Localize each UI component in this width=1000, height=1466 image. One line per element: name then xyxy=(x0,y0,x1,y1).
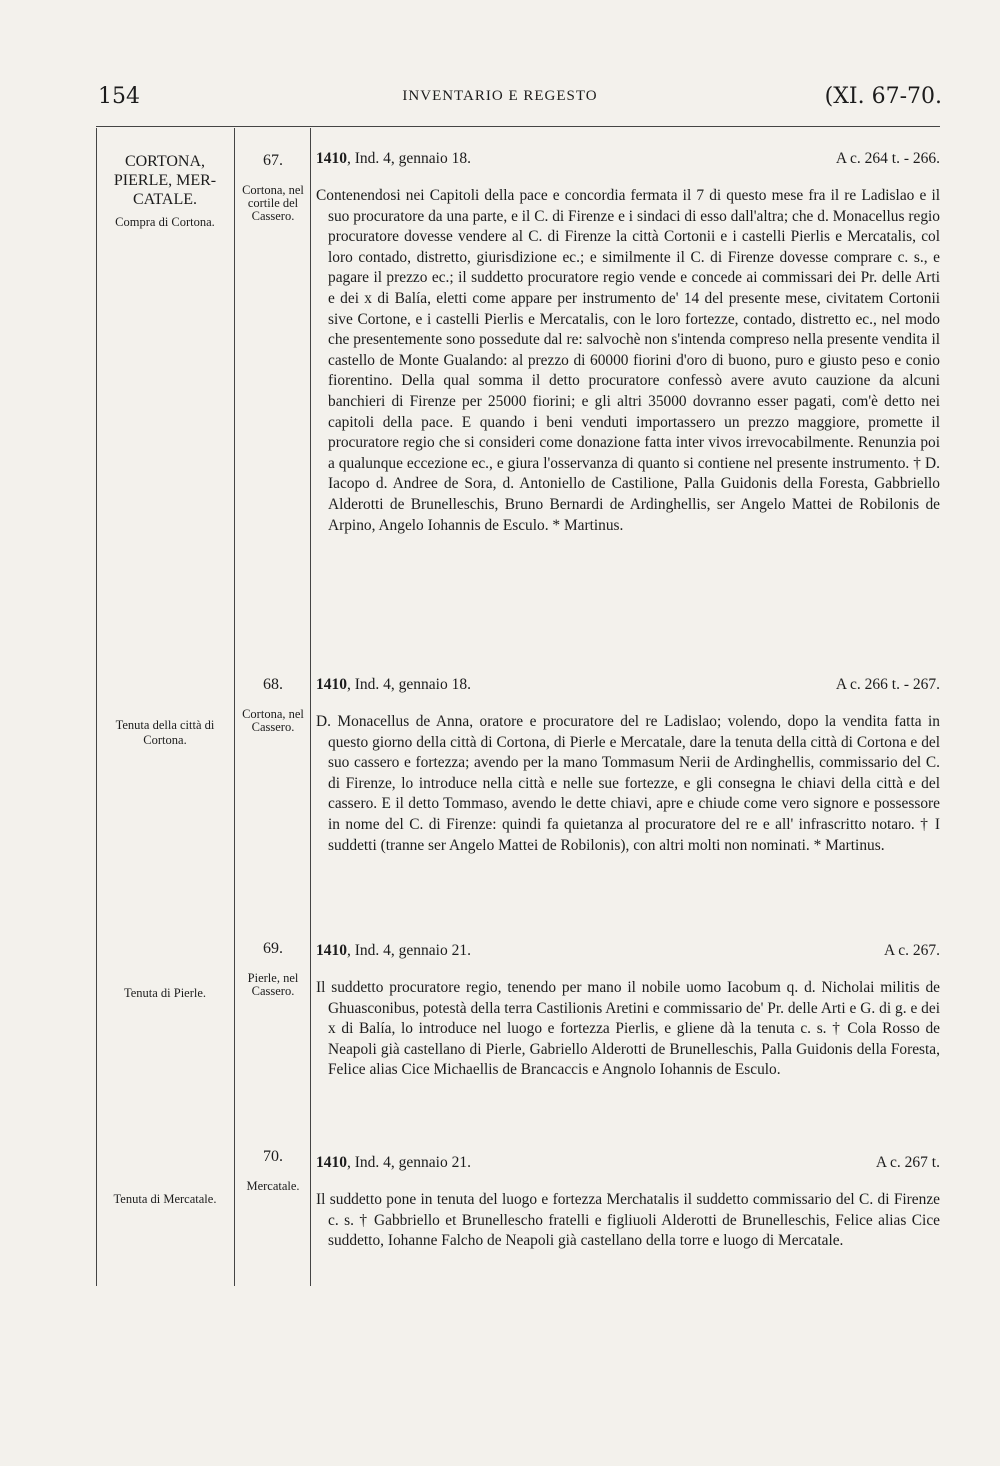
running-title: INVENTARIO E REGESTO xyxy=(402,88,598,104)
entry-number: 67. xyxy=(263,152,283,169)
entry-heading xyxy=(316,676,940,698)
entry-place: CORTONA, PIERLE, MER-CATALE. xyxy=(113,153,217,208)
page-header xyxy=(0,84,1000,114)
entry-heading xyxy=(316,942,940,964)
entry-location: Cortona, nel Cassero. xyxy=(242,707,304,734)
entry-subject: Compra di Cortona. xyxy=(115,215,215,229)
column-rule-left xyxy=(96,128,97,1286)
section-reference: (XI. 67-70. xyxy=(824,84,942,109)
page-number: 154 xyxy=(98,84,140,109)
entry-number: 70. xyxy=(263,1148,283,1165)
entry-text: Il suddetto pone in tenuta del luogo e fortezza Merchatalis il suddetto commissario del C. di Firenze c. s. † Gabbriello et Brunellescho fratelli e figliuoli Alderotti de Brunelleschis, Felice alias Cice suddetto, Iohanne Falcho de Neapoli già castellano della torre e luogo di Mercatale. xyxy=(316,1191,940,1250)
column-rule-middle xyxy=(234,128,235,1286)
entry-68-number-col xyxy=(238,676,308,734)
entry-67 xyxy=(316,150,940,536)
entry-folio-ref: A c. 267. xyxy=(884,942,940,959)
entry-folio-ref: A c. 266 t. - 267. xyxy=(835,676,940,693)
entry-location: Mercatale. xyxy=(246,1179,300,1193)
entry-68-margin xyxy=(100,712,230,748)
entry-heading xyxy=(316,150,940,172)
entry-69 xyxy=(316,942,940,1081)
entry-date: , Ind. 4, gennaio 18. xyxy=(347,150,471,167)
entry-text: Contenendosi nei Capitoli della pace e concordia fermata il 7 di questo mese fra il re Ladislao e il suo procuratore da una parte, e il C. di Firenze e i sindaci di esso dall'altra; che d. Monacellus regio procuratore dovesse vendere al C. di Firenze la città Cortonii e i castelli Pierlis e Mercatalis, col loro contado, distretto, giurisdizione ec.; e similmente il C. di Firenze dovesse comprare c. s., e pagare il prezzo ec.; il suddetto procuratore regio vende e concede ai commissari dei Pr. delle Arti e dei x di Balía, eletti come appare per instrumento de' 14 del presente mese, civitatem Cortonii sive Cortone, e i castelli Pierlis e Mercatalis, con le loro fortezze, contado, distretto ec., nel modo che presentemente sono possedute dal re: salvochè non s'intenda compreso nella presente vendita il castello de Monte Gualando: al prezzo di 60000 fiorini d'oro di buono, puro e giusto peso e conio fiorentino. Della qual somma il detto procuratore confessò avere avuto cauzione da alcuni banchieri di Firenze per 25000 fiorini; e gli altri 35000 dovranno esser pagati, com'è detto nei capitoli della pace. E quando i beni venduti importassero un prezzo maggiore, promette il procuratore regio che si consideri come donazione fatta inter vivos irrevocabilmente. Renunzia poi a qualunque eccezione ec., e giura l'osservanza di quanto si contiene nel presente instrumento. † D. Iacopo d. Andree de Sora, d. Antoniello de Castilione, Palla Guidonis della Foresta, Gabbriello Alderotti de Brunelleschis, Bruno Bernardi de Ardinghellis, ser Angelo Mattei de Robilonis de Arpino, Angelo Iohannis de Esculo. * Martinus. xyxy=(316,187,940,534)
table-top-rule xyxy=(96,126,940,127)
entry-folio-ref: A c. 264 t. - 266. xyxy=(835,150,940,167)
entry-67-number-col xyxy=(238,152,308,223)
entry-70-number-col xyxy=(238,1148,308,1193)
entry-year: 1410 xyxy=(316,150,347,167)
entry-text: Il suddetto procuratore regio, tenendo per mano il nobile uomo Iacobum q. d. Nicholai militis de Ghuasconibus, potestà della terra Castilionis Aretini e commissario de' Pr. delle Arti e G. di g. e dei x di Balía, lo introduce nel luogo e fortezza Pierlis, e gliene dà la tenuta c. s. † Cola Rosso de Neapoli già castellano di Pierle, Gabriello Alderotti de Brunelleschis, Palla Guidonis della Foresta, Felice alias Cice Michaellis de Brancaccis e Angnolo Iohannis de Esculo. xyxy=(316,979,940,1079)
entry-year: 1410 xyxy=(316,676,347,693)
entry-year: 1410 xyxy=(316,1154,347,1171)
entry-70 xyxy=(316,1154,940,1252)
entry-folio-ref: A c. 267 t. xyxy=(875,1154,940,1171)
entry-69-number-col xyxy=(238,940,308,998)
entry-date: , Ind. 4, gennaio 21. xyxy=(347,942,471,959)
entry-location: Pierle, nel Cassero. xyxy=(247,971,299,998)
column-rule-right xyxy=(310,128,311,1286)
entry-location: Cortona, nel cortile del Cassero. xyxy=(242,183,304,223)
entry-date: , Ind. 4, gennaio 21. xyxy=(347,1154,471,1171)
entry-67-margin xyxy=(100,152,230,230)
entry-year: 1410 xyxy=(316,942,347,959)
entry-68 xyxy=(316,676,940,856)
entry-70-margin xyxy=(100,1186,230,1207)
entry-69-margin xyxy=(100,980,230,1001)
entry-date: , Ind. 4, gennaio 18. xyxy=(347,676,471,693)
entry-subject: Tenuta di Mercatale. xyxy=(113,1192,217,1206)
entry-subject: Tenuta di Pierle. xyxy=(123,986,207,1000)
entry-text: D. Monacellus de Anna, oratore e procuratore del re Ladislao; volendo, dopo la vendita fatta in questo giorno della città di Cortona, di Pierle e Mercatale, dare la tenuta della città di Cortona e del suo cassero e fortezza; avendo per la mano Tommasum Nerii de Ardinghellis, commissario del C. di Firenze, lo introduce nella città e nelle sue fortezze, e gli consegna le chiavi della città e del cassero. E il detto Tommaso, avendo le dette chiavi, apre e chiude come vero signore e possessore in nome del C. di Firenze: quindi fa quietanza al procuratore del re e all' infrascritto notaro. † I suddetti (tranne ser Angelo Mattei de Robilonis), con altri molti non nominati. * Martinus. xyxy=(316,713,940,854)
entry-heading xyxy=(316,1154,940,1176)
entry-number: 69. xyxy=(263,940,283,957)
entry-number: 68. xyxy=(263,676,283,693)
entry-subject: Tenuta della città di Cortona. xyxy=(115,718,215,747)
